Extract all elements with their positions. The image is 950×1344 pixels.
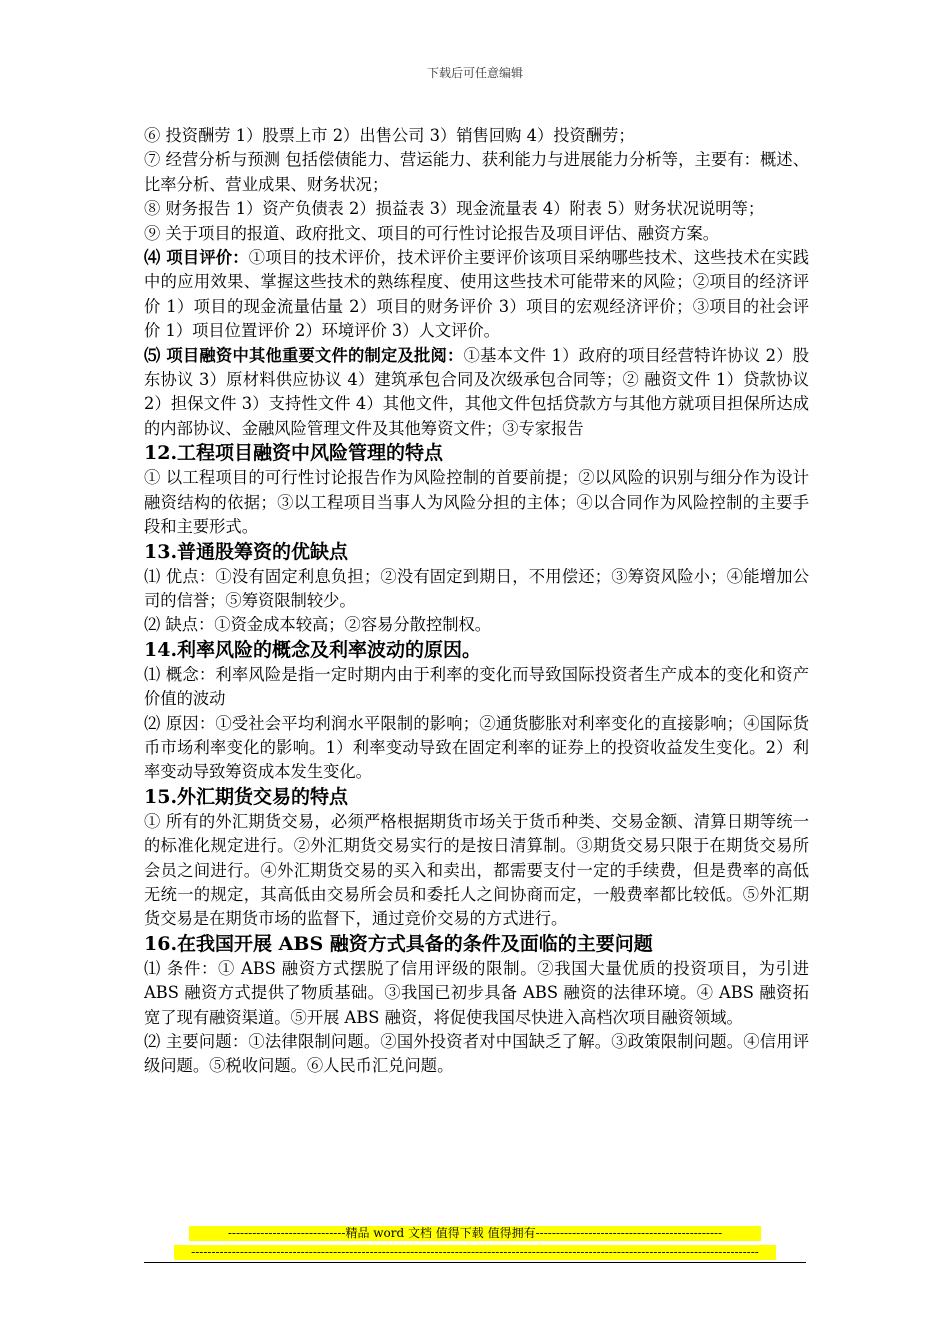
paragraph [144, 663, 809, 712]
paragraph-text: ① 以工程项目的可行性讨论报告作为风险控制的首要前提；②以风险的识别与细分作为设计融资结构的依据；③以工程项目当事人为风险分担的主体；④以合同作为风险控制的主要手段和主要形式。 [144, 468, 809, 537]
paragraph-text: 15.外汇期货交易的特点 [144, 785, 349, 808]
paragraph-text: ⑵ 缺点：①资金成本较高；②容易分散控制权。 [144, 615, 492, 635]
paragraph [144, 810, 809, 932]
paragraph-text: ⑴ 优点：①没有固定利息负担；②没有固定到期日，不用偿还；③筹资风险小；④能增加公司的信誉；⑤筹资限制较少。 [144, 566, 809, 610]
paragraph-text: 13.普通股筹资的优缺点 [144, 540, 349, 563]
paragraph [144, 222, 809, 246]
paragraph [144, 148, 809, 197]
paragraph [144, 197, 809, 221]
paragraph-text: ⑦ 经营分析与预测 包括偿债能力、营运能力、获利能力与进展能力分析等，主要有：概述、比率分析、营业成果、财务状况； [144, 150, 809, 194]
paragraph-text: ⑵ 主要问题：①法律限制问题。②国外投资者对中国缺乏了解。③政策限制问题。④信用评级问题。⑤税收问题。⑥人民币汇兑问题。 [144, 1032, 809, 1076]
page-header: 下载后可任意编辑 [426, 66, 523, 80]
paragraph-text: ①项目的技术评价，技术评价主要评价该项目采纳哪些技术、这些技术在实践中的应用效果、掌握这些技术的熟练程度、使用这些技术可能带来的风险；②项目的经济评价 1）项目的现金流量估量 2）项目的财务评价 3）项目的宏观经济评价；③项目的社会评价 1）项目位置评价 2）环境评价 3）人文评价。 [144, 248, 809, 341]
section-heading [144, 638, 809, 663]
paragraph-text: ① 所有的外汇期货交易，必须严格根据期货市场关于货币种类、交易金额、清算日期等统一的标准化规定进行。②外汇期货交易实行的是按日清算制。③期货交易只限于在期货交易所会员之间进行。④外汇期货交易的买入和卖出，都需要支付一定的手续费，但是费率的高低无统一的规定，其高低由交易所会员和委托人之间协商而定，一般费率都比较低。⑤外汇期货交易是在期货市场的监督下，通过竞价交易的方式进行。 [144, 811, 809, 929]
document-body [144, 124, 809, 1079]
footer-banner [0, 1226, 950, 1264]
paragraph-text: 14.利率风险的概念及利率波动的原因。 [144, 638, 482, 661]
paragraph-text: 16.在我国开展 ABS 融资方式具备的条件及面临的主要问题 [144, 932, 653, 955]
paragraph [144, 246, 809, 344]
footer-line-1: -----------------------------精品 word 文档 值得下载 值得拥有---------------------------------------------- [189, 1226, 761, 1241]
paragraph-text: ⑴ 条件：① ABS 融资方式摆脱了信用评级的限制。②我国大量优质的投资项目，为引进 ABS 融资方式提供了物质基础。③我国已初步具备 ABS 融资的法律环境。④ ABS 融资拓宽了现有融资渠道。⑤开展 ABS 融资，将促使我国尽快进入高档次项目融资领域。 [144, 958, 809, 1027]
paragraph [144, 124, 809, 148]
paragraph-text: ⑴ 概念：利率风险是指一定时期内由于利率的变化而导致国际投资者生产成本的变化和资产价值的波动 [144, 664, 809, 709]
paragraph-text: ①基本文件 1）政府的项目经营特许协议 2）股东协议 3）原材料供应协议 4）建筑承包合同及次级承包合同等；② 融资文件 1）贷款协议 2）担保文件 3）支持性文件 4）其他文件，其他文件包括贷款方与其他方就项目担保所达成的内部协议、金融风险管理文件及其他筹资文件；③专家报告 [144, 345, 810, 438]
section-heading [144, 932, 809, 957]
section-heading [144, 785, 809, 810]
section-heading [144, 540, 809, 565]
paragraph-lead: ⑷ 项目评价： [144, 248, 249, 268]
paragraph [144, 712, 809, 785]
paragraph [144, 565, 809, 614]
paragraph [144, 957, 809, 1030]
paragraph-text: ⑥ 投资酬劳 1）股票上市 2）出售公司 3）销售回购 4）投资酬劳； [144, 126, 635, 145]
paragraph-text: 12.工程项目融资中风险管理的特点 [144, 442, 444, 465]
paragraph [144, 344, 809, 442]
paragraph-text: ⑵ 原因：①受社会平均利润水平限制的影响；②通货膨胀对利率变化的直接影响；④国际货币市场利率变化的影响。1）利率变动导致在固定利率的证券上的投资收益发生变化。2）利率变动导致筹资成本发生变化。 [144, 713, 809, 782]
paragraph [144, 1030, 809, 1079]
footer-rule [144, 1262, 806, 1263]
footer-line-2: -------------------------------------------------------------------------------------------------------------------------------------------- [174, 1245, 776, 1260]
section-heading [144, 441, 809, 466]
paragraph-text: ⑨ 关于项目的报道、政府批文、项目的可行性讨论报告及项目评估、融资方案。 [144, 223, 720, 243]
paragraph [144, 466, 809, 539]
paragraph-text: ⑧ 财务报告 1）资产负债表 2）损益表 3）现金流量表 4）附表 5）财务状况说明等； [144, 199, 765, 219]
paragraph [144, 613, 809, 637]
paragraph-lead: ⑸ 项目融资中其他重要文件的制定及批阅： [144, 345, 464, 365]
